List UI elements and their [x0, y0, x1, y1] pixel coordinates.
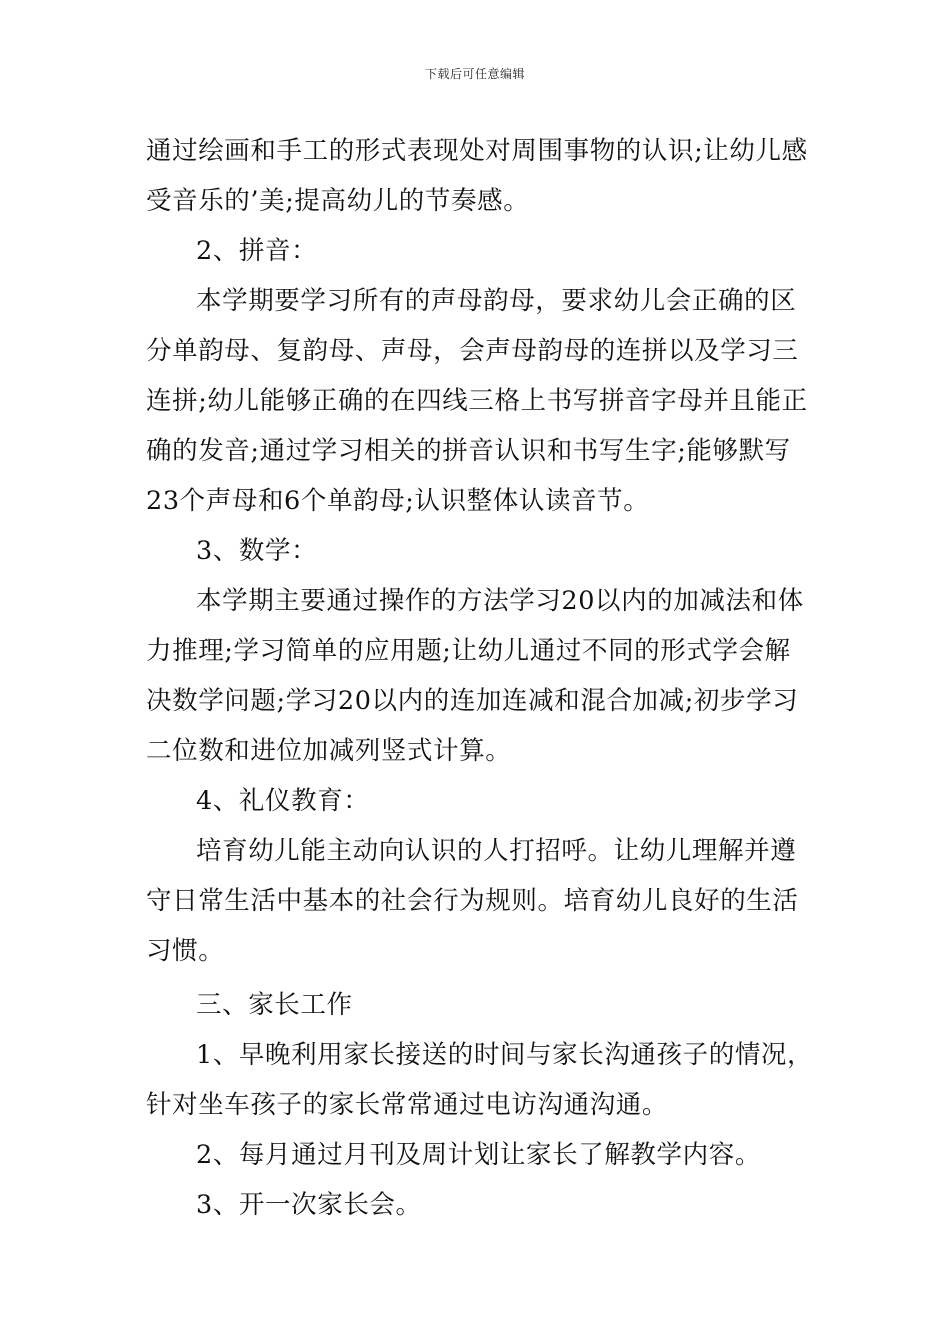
text-line: 1、早晚利用家长接送的时间与家长沟通孩子的情况，: [196, 1040, 814, 1070]
text-line: 针对坐车孩子的家长常常通过电访沟通沟通。: [146, 1090, 669, 1120]
text-line: 确的发音;通过学习相关的拼音认识和书写生字;能够默写: [146, 436, 791, 466]
text-line: 本学期要学习所有的声母韵母，要求幼儿会正确的区: [196, 286, 797, 316]
text-line: 决数学问题;学习20以内的连加连减和混合加减;初步学习: [146, 686, 799, 716]
document-body: [146, 126, 814, 1230]
text-line: 23个声母和6个单韵母;认识整体认读音节。: [146, 486, 650, 516]
text-line: 习惯。: [146, 936, 225, 966]
text-line: 3、开一次家长会。: [196, 1190, 422, 1220]
text-line: 守日常生活中基本的社会行为规则。培育幼儿良好的生活: [146, 886, 799, 916]
text-line: 本学期主要通过操作的方法学习20以内的加减法和体: [196, 586, 804, 616]
text-line: 二位数和进位加减列竖式计算。: [146, 736, 512, 766]
section-heading-math: 3、数学：: [196, 536, 318, 566]
text-line: 连拼;幼儿能够正确的在四线三格上书写拼音字母并且能正: [146, 386, 808, 416]
section-heading-etiquette: 4、礼仪教育：: [196, 786, 370, 816]
text-line: 2、每月通过月刊及周计划让家长了解教学内容。: [196, 1140, 761, 1170]
page-header: 下载后可任意编辑: [424, 67, 525, 81]
section-heading-parent-work: 三、家长工作: [196, 990, 353, 1020]
text-line: 力推理;学习简单的应用题;让幼儿通过不同的形式学会解: [146, 636, 791, 666]
section-heading-pinyin: 2、拼音：: [196, 236, 318, 266]
text-line: 培育幼儿能主动向认识的人打招呼。让幼儿理解并遵: [196, 836, 797, 866]
text-line: 分单韵母、复韵母、声母，会声母韵母的连拼以及学习三: [146, 336, 799, 366]
text-line: 通过绘画和手工的形式表现处对周围事物的认识;让幼儿感: [146, 136, 808, 166]
text-line: 受音乐的’美;提高幼儿的节奏感。: [146, 186, 530, 216]
